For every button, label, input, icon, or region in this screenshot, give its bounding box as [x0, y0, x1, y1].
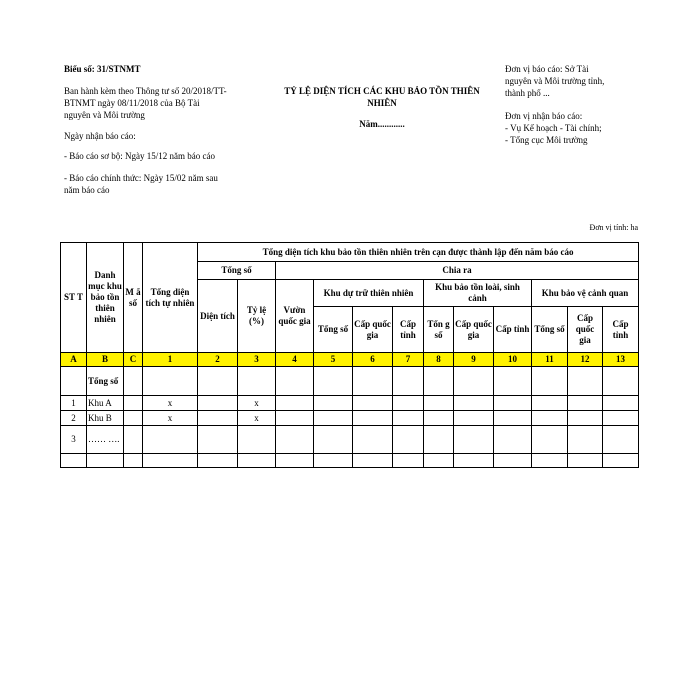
code-cell: 2: [198, 353, 238, 367]
code-cell: 4: [276, 353, 314, 367]
form-number: Biểu số: 31/STNMT: [64, 64, 141, 74]
received-date-label: Ngày nhận báo cáo:: [64, 131, 136, 141]
header-sub-total-b: Tổn g số: [424, 307, 454, 353]
cell-13: [603, 396, 639, 411]
cell-5: [314, 396, 353, 411]
cell-12: [568, 426, 603, 454]
cell-3: [238, 367, 276, 396]
header-divided: Chia ra: [276, 262, 639, 280]
blank-cell: [124, 454, 143, 468]
cell-11: [532, 411, 568, 426]
cell-3: [238, 426, 276, 454]
row-stt: 3: [61, 426, 87, 454]
cell-12: [568, 367, 603, 396]
unit-note: Đơn vị tính: ha: [589, 223, 638, 232]
cell-13: [603, 367, 639, 396]
header-species-reserve: Khu bảo tồn loài, sinh cảnh: [424, 280, 532, 307]
cell-8: [424, 367, 454, 396]
blank-cell: [198, 454, 238, 468]
table-row: [61, 396, 639, 411]
header-sub-national-b: Cấp quốc gia: [454, 307, 494, 353]
receiving-unit-label: Đơn vị nhận báo cáo:: [505, 111, 583, 121]
blank-cell: [87, 454, 124, 468]
cell-8: [424, 411, 454, 426]
header-sub-total-c: Tổng số: [532, 307, 568, 353]
cell-2: [198, 426, 238, 454]
table-row: [61, 411, 639, 426]
row-stt: [61, 367, 87, 396]
report-title: [262, 85, 502, 109]
cell-code: [124, 367, 143, 396]
header-area: Diện tích: [198, 280, 238, 353]
blank-cell: [494, 454, 532, 468]
cell-code: [124, 426, 143, 454]
cell-1: [143, 426, 198, 454]
header-total-natural-area: Tổng diện tích tự nhiên: [143, 243, 198, 353]
cell-11: [532, 396, 568, 411]
header-nature-reserve: Khu dự trữ thiên nhiên: [314, 280, 424, 307]
cell-9: [454, 426, 494, 454]
row-name: …… ….: [87, 426, 124, 454]
cell-7: [393, 396, 424, 411]
code-cell: A: [61, 353, 87, 367]
header-name: Danh mục khu bảo tồn thiên nhiên: [87, 243, 124, 353]
cell-6: [353, 367, 393, 396]
code-cell: 6: [353, 353, 393, 367]
receiving-unit-2: - Tổng cục Môi trường: [505, 135, 588, 145]
cell-7: [393, 367, 424, 396]
cell-9: [454, 367, 494, 396]
cell-7: [393, 411, 424, 426]
header-sub-province-b: Cấp tỉnh: [494, 307, 532, 353]
report-table: [60, 242, 639, 468]
code-cell: 10: [494, 353, 532, 367]
row-name: Khu B: [87, 411, 124, 426]
preliminary-report: - Báo cáo sơ bộ: Ngày 15/12 năm báo cáo: [64, 151, 215, 161]
reporting-unit-line-2: nguyên và Môi trường tỉnh,: [505, 76, 605, 86]
cell-9: [454, 396, 494, 411]
header-ratio: Tỷ lệ (%): [238, 280, 276, 353]
cell-5: [314, 426, 353, 454]
cell-7: [393, 426, 424, 454]
official-report: [64, 172, 264, 196]
issued-line-2: BTNMT ngày 08/11/2018 của Bộ Tài: [64, 98, 200, 108]
code-cell: B: [87, 353, 124, 367]
cell-9: [454, 411, 494, 426]
blank-cell: [532, 454, 568, 468]
cell-4: [276, 396, 314, 411]
code-cell: 13: [603, 353, 639, 367]
cell-8: [424, 396, 454, 411]
cell-3: x: [238, 411, 276, 426]
blank-cell: [454, 454, 494, 468]
cell-2: [198, 396, 238, 411]
header-top: Tổng diện tích khu bảo tồn thiên nhiên trên cạn được thành lập đến năm báo cáo: [198, 243, 639, 262]
blank-cell: [353, 454, 393, 468]
cell-12: [568, 396, 603, 411]
cell-12: [568, 411, 603, 426]
cell-1: x: [143, 396, 198, 411]
header-landscape: Khu bảo vệ cảnh quan: [532, 280, 639, 307]
header-sub-total-a: Tổng số: [314, 307, 353, 353]
cell-4: [276, 411, 314, 426]
issued-line-3: nguyên và Môi trường: [64, 110, 145, 120]
cell-code: [124, 411, 143, 426]
blank-cell: [61, 454, 87, 468]
header-sub-province-c: Cấp tỉnh: [603, 307, 639, 353]
row-stt: 1: [61, 396, 87, 411]
column-code-row: [61, 353, 639, 367]
title-line-2: NHIÊN: [367, 98, 397, 108]
blank-cell: [276, 454, 314, 468]
issued-by: [64, 85, 264, 121]
code-cell: C: [124, 353, 143, 367]
blank-cell: [143, 454, 198, 468]
title-line-1: TỶ LỆ DIỆN TÍCH CÁC KHU BẢO TỒN THIÊN: [284, 86, 480, 96]
cell-13: [603, 411, 639, 426]
table-row: [61, 367, 639, 396]
cell-6: [353, 411, 393, 426]
cell-11: [532, 367, 568, 396]
header-code: M ã số: [124, 243, 143, 353]
cell-5: [314, 411, 353, 426]
cell-10: [494, 426, 532, 454]
cell-1: [143, 367, 198, 396]
cell-2: [198, 411, 238, 426]
table-row: [61, 426, 639, 454]
header-total: Tổng số: [198, 262, 276, 280]
official-report-line-2: năm báo cáo: [64, 185, 110, 195]
code-cell: 7: [393, 353, 424, 367]
row-name: Khu A: [87, 396, 124, 411]
reporting-unit-line-1: Đơn vị báo cáo: Sở Tài: [505, 64, 589, 74]
issued-line-1: Ban hành kèm theo Thông tư số 20/2018/TT-: [64, 86, 227, 96]
blank-cell: [424, 454, 454, 468]
blank-cell: [314, 454, 353, 468]
code-cell: 1: [143, 353, 198, 367]
cell-1: x: [143, 411, 198, 426]
header-sub-national-c: Cấp quốc gia: [568, 307, 603, 353]
cell-13: [603, 426, 639, 454]
cell-4: [276, 426, 314, 454]
cell-3: x: [238, 396, 276, 411]
receiving-unit-1: - Vụ Kế hoạch - Tài chính;: [505, 123, 602, 133]
cell-6: [353, 426, 393, 454]
blank-cell: [393, 454, 424, 468]
cell-4: [276, 367, 314, 396]
code-cell: 8: [424, 353, 454, 367]
blank-cell: [568, 454, 603, 468]
cell-code: [124, 396, 143, 411]
cell-5: [314, 367, 353, 396]
row-name: Tổng số: [87, 367, 124, 396]
cell-10: [494, 411, 532, 426]
cell-6: [353, 396, 393, 411]
blank-cell: [603, 454, 639, 468]
cell-11: [532, 426, 568, 454]
cell-10: [494, 396, 532, 411]
cell-8: [424, 426, 454, 454]
row-stt: 2: [61, 411, 87, 426]
year-label: Năm............: [359, 119, 405, 129]
code-cell: 5: [314, 353, 353, 367]
header-sub-province-a: Cấp tỉnh: [393, 307, 424, 353]
code-cell: 12: [568, 353, 603, 367]
reporting-unit: [505, 63, 645, 99]
receiving-unit: [505, 110, 645, 146]
code-cell: 11: [532, 353, 568, 367]
cell-2: [198, 367, 238, 396]
header-national-park: Vườn quốc gia: [276, 280, 314, 353]
cell-10: [494, 367, 532, 396]
header-stt: ST T: [61, 243, 87, 353]
reporting-unit-line-3: thành phố ...: [505, 88, 550, 98]
header-sub-national-a: Cấp quốc gia: [353, 307, 393, 353]
official-report-line-1: - Báo cáo chính thức: Ngày 15/02 năm sau: [64, 173, 218, 183]
code-cell: 9: [454, 353, 494, 367]
blank-cell: [238, 454, 276, 468]
code-cell: 3: [238, 353, 276, 367]
table-row: [61, 454, 639, 468]
